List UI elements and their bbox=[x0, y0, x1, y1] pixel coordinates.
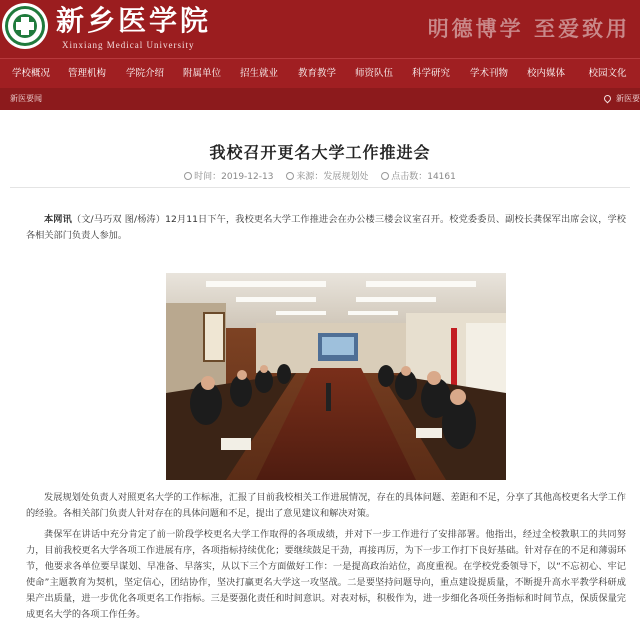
school-emblem-logo[interactable] bbox=[2, 3, 48, 49]
nav-item-school-overview[interactable]: 学校概况 bbox=[11, 68, 50, 79]
article-title: 我校召开更名大学工作推进会 bbox=[209, 143, 431, 162]
meeting-photo bbox=[166, 273, 506, 480]
nav-item-colleges[interactable]: 学院介绍 bbox=[125, 68, 164, 79]
article-meta bbox=[0, 169, 640, 182]
article-lead-paragraph bbox=[26, 212, 626, 244]
click-count: 点击数：14161 bbox=[391, 172, 456, 182]
nav-item-journals[interactable]: 学术刊物 bbox=[469, 68, 508, 79]
nav-item-research[interactable]: 科学研究 bbox=[411, 68, 450, 79]
article-paragraph-3: 龚保军在讲话中充分肯定了前一阶段学校更名大学工作取得的各项成绩，并对下一步工作进行了安排部署。他指出，经过全校教职工的共同努力，目前我校更名大学各项工作进展有序，各项指标持续优化；要继续鼓足干劲，再接再厉，为下一步工作打下良好基础。针对存在的不足和薄弱环节，他要求各单位要早谋划、早准备、早落实，从以下三个方面做好工作：一是提高政治站位，高度重视。在学校党委领导下，以“不忘初心、牢记使命”主题教育为契机，坚定信心，团结协作，坚决打赢更名大学这一攻坚战。二是要坚持问题导向，重点建设提质量，不断提升高水平教学科研成果产出质量，进一步优化各项更名工作指标。三是要强化责任和时间意识。对表对标，积极作为，进一步细化各项任务指标和时间节点，保质保量完成更名大学的各项工作任务。 bbox=[26, 529, 626, 620]
site-header bbox=[0, 0, 640, 58]
breadcrumb bbox=[604, 88, 640, 110]
lead-label: 本网讯 bbox=[44, 214, 72, 225]
site-name-english: Xinxiang Medical University bbox=[62, 40, 195, 50]
source-icon bbox=[286, 172, 294, 180]
nav-item-affiliated-units[interactable]: 附属单位 bbox=[182, 68, 221, 79]
section-label[interactable]: 新医要闻 bbox=[10, 94, 42, 103]
main-nav bbox=[0, 58, 640, 88]
nav-item-campus-media[interactable]: 校内媒体 bbox=[526, 68, 565, 79]
site-name[interactable]: 新乡医学院 bbox=[56, 4, 212, 37]
nav-item-faculty[interactable]: 师资队伍 bbox=[354, 68, 393, 79]
article-source: 来源：发展规划处 bbox=[296, 172, 369, 182]
school-motto: 明德博学 至爱致用 bbox=[427, 16, 630, 41]
nav-item-admin-units[interactable]: 管理机构 bbox=[67, 68, 106, 79]
title-divider bbox=[10, 187, 630, 188]
nav-item-campus-culture[interactable]: 校园文化 bbox=[588, 68, 627, 79]
article-paragraph-2: 发展规划处负责人对照更名大学的工作标准，汇报了目前我校相关工作进展情况，存在的具体问题、差距和不足，分享了其他高校更名大学工作的经验。各相关部门负责人针对存在的具体问题和不足，提出了意见建议和解决对策。 bbox=[26, 492, 626, 519]
publish-time: 时间：2019-12-13 bbox=[194, 172, 274, 182]
breadcrumb-bar bbox=[0, 88, 640, 110]
location-pin-icon bbox=[603, 94, 613, 104]
lead-text: （文/马巧双 图/杨涛）12月11日下午，我校更名大学工作推进会在办公楼三楼会议室召开。校党委委员、副校长龚保军出席会议，学校各相关部门负责人参加。 bbox=[26, 214, 626, 241]
clock-icon bbox=[184, 172, 192, 180]
eye-icon bbox=[381, 172, 389, 180]
nav-item-admissions[interactable]: 招生就业 bbox=[239, 68, 278, 79]
breadcrumb-location[interactable]: 新医要 bbox=[616, 94, 640, 103]
nav-item-education[interactable]: 教育教学 bbox=[297, 68, 336, 79]
